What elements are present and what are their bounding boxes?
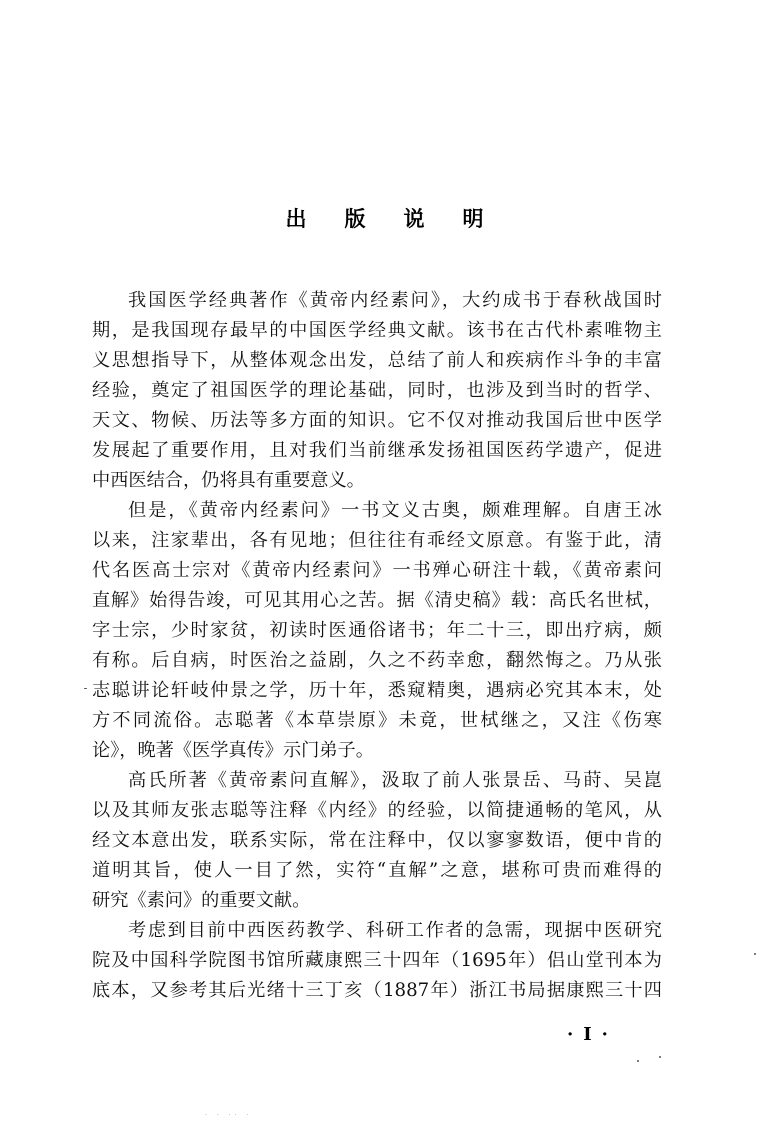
text-line: 经验，奠定了祖国医学的理论基础，同时，也涉及到当时的哲学、: [92, 380, 662, 401]
page-number: ·Ⅰ·: [567, 1024, 618, 1045]
scan-speck: [659, 1056, 661, 1058]
text-line: 代名医高士宗对《黄帝内经素问》一书殚心研注十载，《黄帝素问: [92, 560, 662, 581]
text-line: 字士宗，少时家贫，初读时医通俗诸书；年二十三，即出疗病，颇: [92, 620, 662, 641]
text-line: 研究《素问》的重要文献。: [92, 890, 311, 911]
text-line: 直解》始得告竣，可见其用心之苦。据《清史稿》载：高氏名世栻，: [92, 590, 662, 611]
scan-speck: [754, 953, 756, 955]
text-line: 义思想指导下，从整体观念出发，总结了前人和疾病作斗争的丰富: [92, 350, 662, 371]
scan-artifact: · · ·· ·: [205, 1112, 253, 1119]
text-line: 志聪讲论轩岐仲景之学，历十年，悉窥精奥，遇病必究其本末，处: [92, 680, 662, 701]
text-line: 道明其旨，使人一目了然，实符“直解”之意，堪称可贵而难得的: [92, 860, 662, 881]
text-line: 高氏所著《黄帝素问直解》，汲取了前人张景岳、马莳、吴崑: [128, 770, 662, 791]
page-title: 出版说明: [285, 207, 522, 231]
scan-speck: [637, 1060, 639, 1062]
text-line: 论》，晚著《医学真传》示门弟子。: [92, 740, 374, 761]
text-line: 考虑到目前中西医药教学、科研工作者的急需，现据中医研究: [128, 920, 662, 941]
text-line: 中西医结合，仍将具有重要意义。: [92, 470, 365, 491]
text-line: 有称。后自病，时医治之益剧，久之不药幸愈，翻然悔之。乃从张: [92, 650, 662, 671]
text-line: 发展起了重要作用，且对我们当前继承发扬祖国医药学遗产，促进: [92, 440, 662, 461]
text-line: 以来，注家辈出，各有见地；但往往有乖经文原意。有鉴于此，清: [92, 530, 662, 551]
text-line: 院及中国科学院图书馆所藏康熙三十四年（1695年）侣山堂刊本为: [92, 950, 662, 971]
body-text: [92, 286, 662, 1006]
text-line: 以及其师友张志聪等注释《内经》的经验，以简捷通畅的笔风，从: [92, 800, 662, 821]
text-line: 但是，《黄帝内经素问》一书文义古奥，颇难理解。自唐王冰: [128, 500, 662, 521]
text-line: 天文、物候、历法等多方面的知识。它不仅对推动我国后世中医学: [92, 410, 662, 431]
scan-speck: [84, 688, 87, 689]
text-line: 方不同流俗。志聪著《本草崇原》未竟，世栻继之，又注《伤寒: [92, 710, 662, 731]
text-line: 经文本意出发，联系实际，常在注释中，仅以寥寥数语，便中肯的: [92, 830, 662, 851]
text-line: 底本，又参考其后光绪十三丁亥（1887年）浙江书局据康熙三十四: [92, 980, 662, 1001]
text-line: 我国医学经典著作《黄帝内经素问》，大约成书于春秋战国时: [128, 290, 662, 311]
text-line: 期，是我国现存最早的中国医学经典文献。该书在古代朴素唯物主: [92, 320, 662, 341]
